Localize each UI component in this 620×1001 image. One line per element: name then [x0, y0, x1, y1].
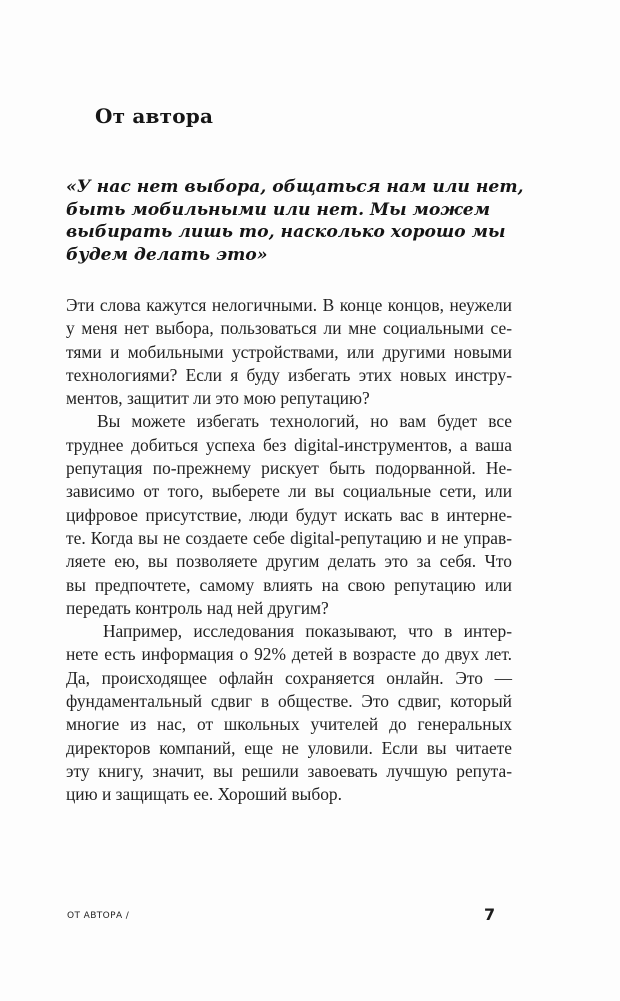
paragraph-1 — [66, 294, 512, 410]
text-line: Вы можете избегать технологий, но вам будет все — [97, 411, 512, 432]
epigraph-line: «У нас нет выбора, общаться нам или нет, — [66, 177, 524, 197]
body-text — [66, 294, 512, 807]
text-line: труднее добиться успеха без digital-инструментов, а ваша — [66, 434, 512, 455]
text-line: передать контроль над ней другим? — [66, 597, 329, 618]
text-line: директоров компаний, еще не уловили. Если вы читаете — [66, 737, 512, 758]
text-line: Эти слова кажутся нелогичными. В конце концов, неужели — [66, 295, 512, 315]
epigraph-quote — [66, 176, 524, 266]
text-line: у меня нет выбора, пользоваться ли мне социальными се- — [66, 318, 512, 339]
text-line: фундаментальный сдвиг в обществе. Это сдвиг, который — [66, 691, 512, 712]
text-line: многие из нас, от школьных учителей до генеральных — [66, 714, 512, 735]
page-number: 7 — [484, 905, 496, 924]
text-line: цифровое присутствие, люди будут искать вас в интерне- — [66, 504, 512, 525]
chapter-heading: От автора — [95, 104, 214, 128]
paragraph-3 — [66, 620, 512, 806]
text-line: ментов, защитит ли это мою репутацию? — [66, 388, 370, 409]
running-head: ОТ АВТОРА / — [67, 911, 130, 921]
text-line: Да, происходящее офлайн сохраняется онлайн. Это — — [66, 667, 512, 688]
text-line: технологиями? Если я буду избегать этих новых инстру- — [66, 364, 512, 385]
text-line: эту книгу, значит, вы решили завоевать лучшую репута- — [66, 760, 512, 781]
text-line: те. Когда вы не создаете себе digital-репутацию и не управ- — [66, 527, 512, 548]
epigraph-line: будем делать это» — [66, 244, 268, 265]
text-line: тями и мобильными устройствами, или другими новыми — [66, 341, 512, 362]
text-line: нете есть информация о 92% детей в возрасте до двух лет. — [66, 644, 512, 665]
epigraph-line: выбирать лишь то, насколько хорошо мы — [66, 222, 506, 242]
text-line: зависимо от того, выберете ли вы социальные сети, или — [66, 481, 512, 502]
paragraph-2 — [66, 410, 512, 620]
epigraph-line: быть мобильными или нет. Мы можем — [66, 199, 491, 220]
text-line: Например, исследования показывают, что в интер- — [103, 621, 512, 642]
text-line: цию и защищать ее. Хороший выбор. — [66, 784, 342, 805]
text-line: ляете ею, вы позволяете другим делать это за себя. Что — [66, 551, 512, 572]
text-line: репутация по-прежнему рискует быть подорванной. Не- — [66, 458, 512, 479]
text-line: вы предпочтете, самому влиять на свою репутацию или — [66, 574, 512, 595]
